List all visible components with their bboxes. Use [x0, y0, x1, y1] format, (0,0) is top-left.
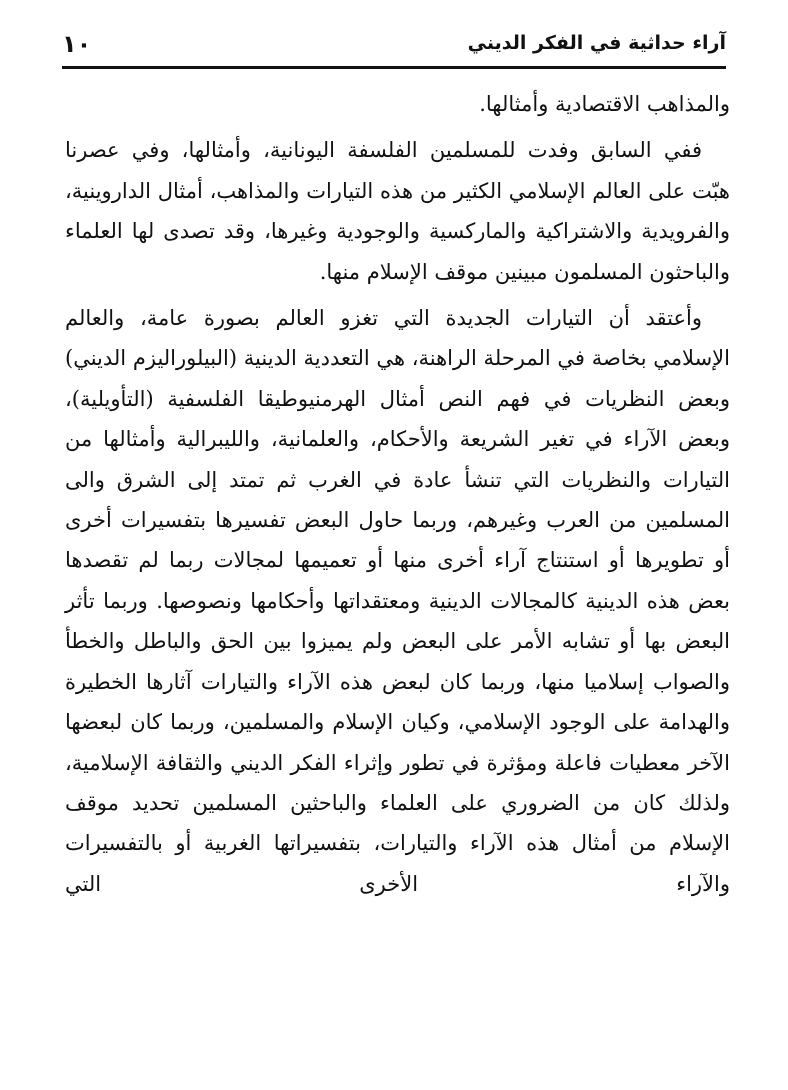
body-text	[65, 84, 730, 910]
paragraph-continuation: والمذاهب الاقتصادية وأمثالها.	[479, 92, 730, 116]
header-rule	[62, 66, 726, 69]
paragraph: وأعتقد أن التيارات الجديدة التي تغزو العالم بصورة عامة، والعالم الإسلامي بخاصة في المرحلة الراهنة، هي التعددية الدينية (البيلوراليزم الديني) وبعض النظريات في فهم النص أمثال الهرمنيوطيقا الفلسفية (التأويلية)، وبعض الآراء في تغير الشريعة والأحكام، والعلمانية، والليبرالية وأمثالها من التيارات والنظريات التي تنشأ عادة في الغرب ثم تمتد إلى الشرق والى المسلمين من العرب وغيرهم، وربما حاول البعض تفسيرها بتفسيرات أخرى أو تطويرها أو استنتاج آراء أخرى منها أو تعميمها لمجالات ربما لم تقصدها بعض هذه الدينية كالمجالات الدينية ومعتقداتها وأحكامها ونصوصها. وربما تأثر البعض بها أو تشابه الأمر على البعض ولم يميزوا بين الحق والباطل والخطأ والصواب إسلاميا منها، وربما كان لبعض هذه الآراء والتيارات آثارها الخطيرة والهدامة على الوجود الإسلامي، وكيان الإسلام والمسلمين، وربما كان لبعضها الآخر معطيات فاعلة ومؤثرة في تطور وإثراء الفكر الديني والثقافة الإسلامية، ولذلك كان من الضروري على العلماء والباحثين المسلمين تحديد موقف الإسلام من أمثال هذه الآراء والتيارات، بتفسيراتها الغربية أو بالتفسيرات والآراء الأخرى التي	[65, 306, 730, 896]
page-number: ١٠	[62, 30, 92, 58]
running-title: آراء حداثية في الفكر الديني	[467, 32, 726, 54]
paragraph: ففي السابق وفدت للمسلمين الفلسفة اليونانية، وأمثالها، وفي عصرنا هبّت على العالم الإسلامي الكثير من هذه التيارات والمذاهب، أمثال الداروينية، والفرويدية والاشتراكية والماركسية والوجودية وغيرها، وقد تصدى لها العلماء والباحثون المسلمون مبينين موقف الإسلام منها.	[65, 138, 730, 284]
page-header	[62, 28, 726, 66]
